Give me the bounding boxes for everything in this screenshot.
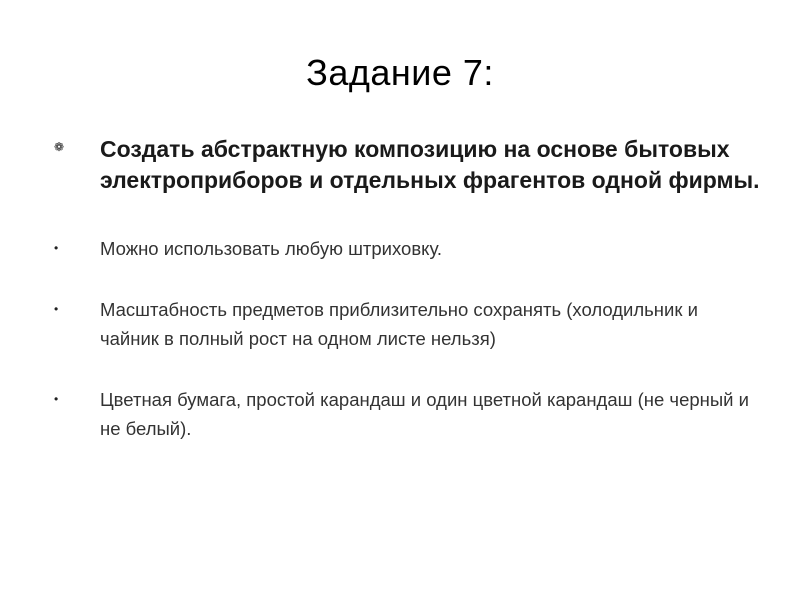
bullet-text: Масштабность предметов приблизительно сохранять (холодильник и чайник в полный рост на одном листе нельзя) — [100, 299, 698, 349]
flower-bullet-icon: ❁ — [54, 140, 65, 154]
bullet-item-main-task — [0, 134, 800, 196]
dot-bullet-icon: • — [54, 241, 59, 255]
dot-bullet-icon: • — [54, 302, 59, 316]
bullet-text: Цветная бумага, простой карандаш и один цветной карандаш (не черный и не белый). — [100, 389, 749, 439]
bullet-text: Можно использовать любую штриховку. — [100, 238, 443, 259]
bullet-item-scale — [0, 295, 800, 353]
bullet-item-materials — [0, 385, 800, 443]
bullet-item-hatching — [0, 234, 800, 263]
slide-title: Задание 7: — [306, 52, 494, 93]
bullet-list — [0, 134, 800, 443]
dot-bullet-icon: • — [54, 392, 59, 406]
bullet-text: Создать абстрактную композицию на основе бытовых электроприборов и отдельных фрагентов одной фирмы. — [100, 136, 760, 193]
